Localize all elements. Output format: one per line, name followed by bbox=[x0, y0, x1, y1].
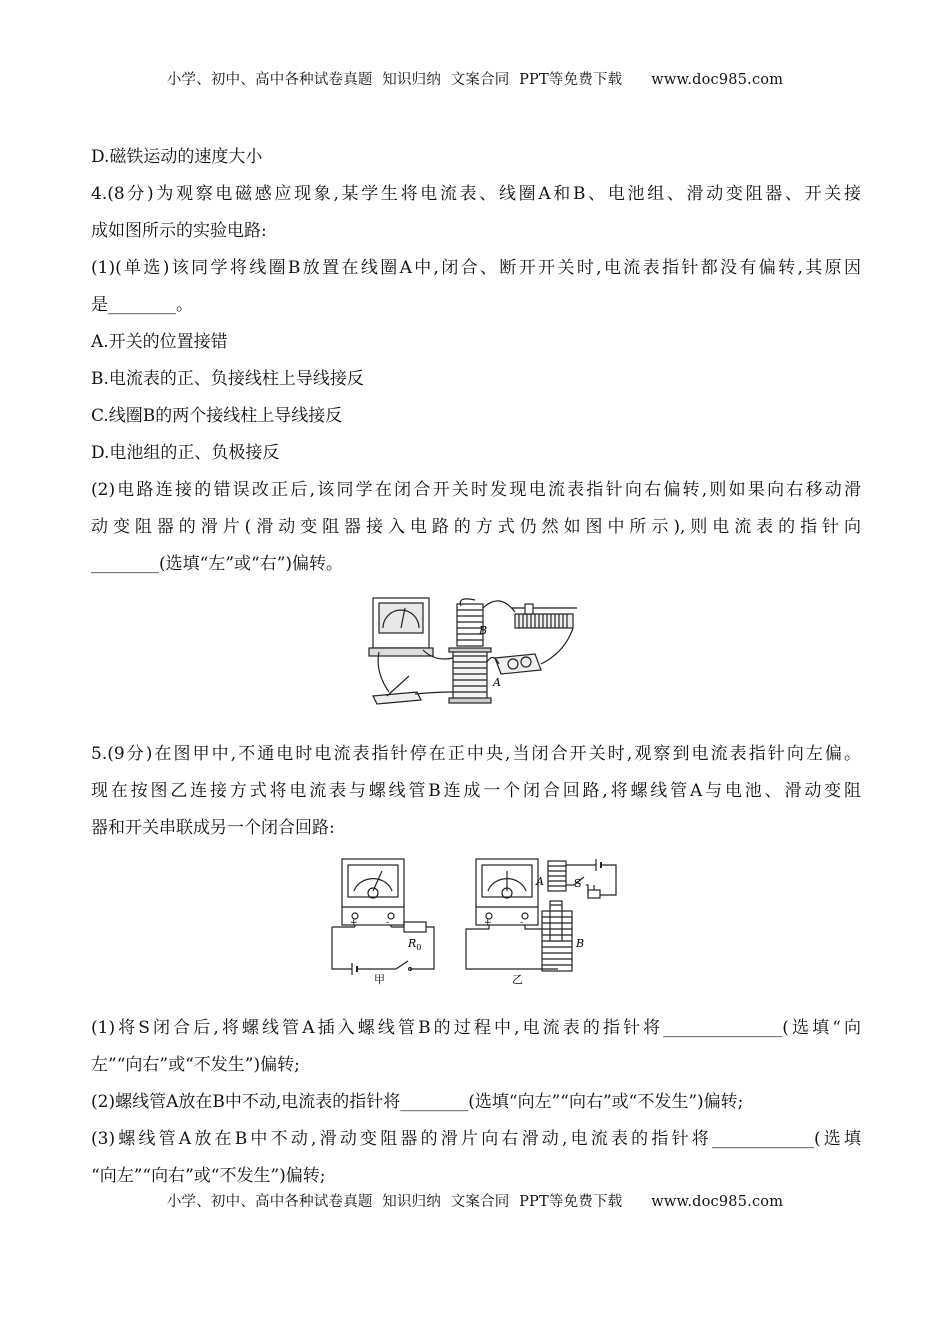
q5-part3-line1: (3)螺线管A放在B中不动,滑动变阻器的滑片向右滑动,电流表的指针将____________(选填 bbox=[91, 1129, 861, 1149]
q5-part3-line2: “向左”“向右”或“不发生”)偏转; bbox=[91, 1166, 326, 1186]
switch bbox=[373, 692, 421, 704]
jia-minus: - bbox=[386, 918, 390, 928]
q4-option-a: A.开关的位置接错 bbox=[91, 332, 228, 352]
slide-rheostat bbox=[588, 890, 600, 898]
q4-part2-line3: ________(选填“左”或“右”)偏转。 bbox=[91, 554, 344, 574]
yi-minus: - bbox=[520, 918, 524, 928]
q4-part2-line2: 动变阻器的滑片(滑动变阻器接入电路的方式仍然如图中所示),则电流表的指针向 bbox=[91, 517, 861, 537]
page-footer: 小学、初中、高中各种试卷真题 知识归纳 文案合同 PPT等免费下载 www.doc985.com bbox=[166, 1194, 784, 1210]
r0-label: $R_0$ bbox=[408, 937, 422, 952]
yi-label-s: S bbox=[574, 877, 582, 890]
q5-stem-line1: 5.(9分)在图甲中,不通电时电流表指针停在正中央,当闭合开关时,观察到电流表指针向左偏。 bbox=[91, 744, 861, 764]
yi-label-b: B bbox=[576, 937, 585, 950]
ammeter-yi bbox=[476, 859, 538, 925]
q4-fig-label-a: A bbox=[493, 676, 501, 689]
q4-part2-line1: (2)电路连接的错误改正后,该同学在闭合开关时发现电流表指针向右偏转,则如果向右移动滑 bbox=[91, 480, 861, 500]
ammeter-jia bbox=[342, 859, 404, 925]
rheostat bbox=[515, 614, 573, 628]
q5-part1-line1: (1)将S闭合后,将螺线管A插入螺线管B的过程中,电流表的指针将______________(选填“向 bbox=[91, 1018, 861, 1038]
yi-plus: + bbox=[484, 918, 492, 928]
resistor-r0 bbox=[404, 922, 426, 932]
q4-part1-line1: (1)(单选)该同学将线圈B放置在线圈A中,闭合、断开开关时,电流表指针都没有偏转,其原因 bbox=[91, 258, 861, 278]
q5-part1-line2: 左”“向右”或“不发生”)偏转; bbox=[91, 1055, 300, 1075]
q4-option-b: B.电流表的正、负接线柱上导线接反 bbox=[91, 369, 364, 389]
q3-option-d: D.磁铁运动的速度大小 bbox=[91, 147, 263, 167]
q4-stem-line1: 4.(8分)为观察电磁感应现象,某学生将电流表、线圈A和B、电池组、滑动变阻器、开关接 bbox=[91, 184, 861, 204]
jia-plus: + bbox=[350, 918, 358, 928]
yi-label-a: A bbox=[536, 875, 544, 888]
q4-part1-line2: 是________。 bbox=[91, 295, 193, 315]
q5-stem-line2: 现在按图乙连接方式将电流表与螺线管B连成一个闭合回路,将螺线管A与电池、滑动变阻 bbox=[91, 781, 861, 801]
page-header: 小学、初中、高中各种试卷真题 知识归纳 文案合同 PPT等免费下载 www.doc985.com bbox=[166, 72, 784, 88]
q5-figure-jia bbox=[330, 855, 440, 985]
q4-option-d: D.电池组的正、负极接反 bbox=[91, 443, 280, 463]
label-yi: 乙 bbox=[512, 973, 523, 985]
q5-stem-line3: 器和开关串联成另一个闭合回路: bbox=[91, 818, 335, 838]
q4-option-c: C.线圈B的两个接线柱上导线接反 bbox=[91, 406, 343, 426]
q4-circuit-figure bbox=[365, 592, 590, 707]
q5-figure-yi bbox=[462, 855, 622, 985]
q5-part2-line1: (2)螺线管A放在B中不动,电流表的指针将________(选填“向左”“向右”或“不发生”)偏转; bbox=[91, 1092, 744, 1112]
label-jia: 甲 bbox=[374, 973, 385, 985]
q4-stem-line2: 成如图所示的实验电路: bbox=[91, 221, 267, 241]
q4-fig-label-b: B bbox=[479, 624, 488, 637]
